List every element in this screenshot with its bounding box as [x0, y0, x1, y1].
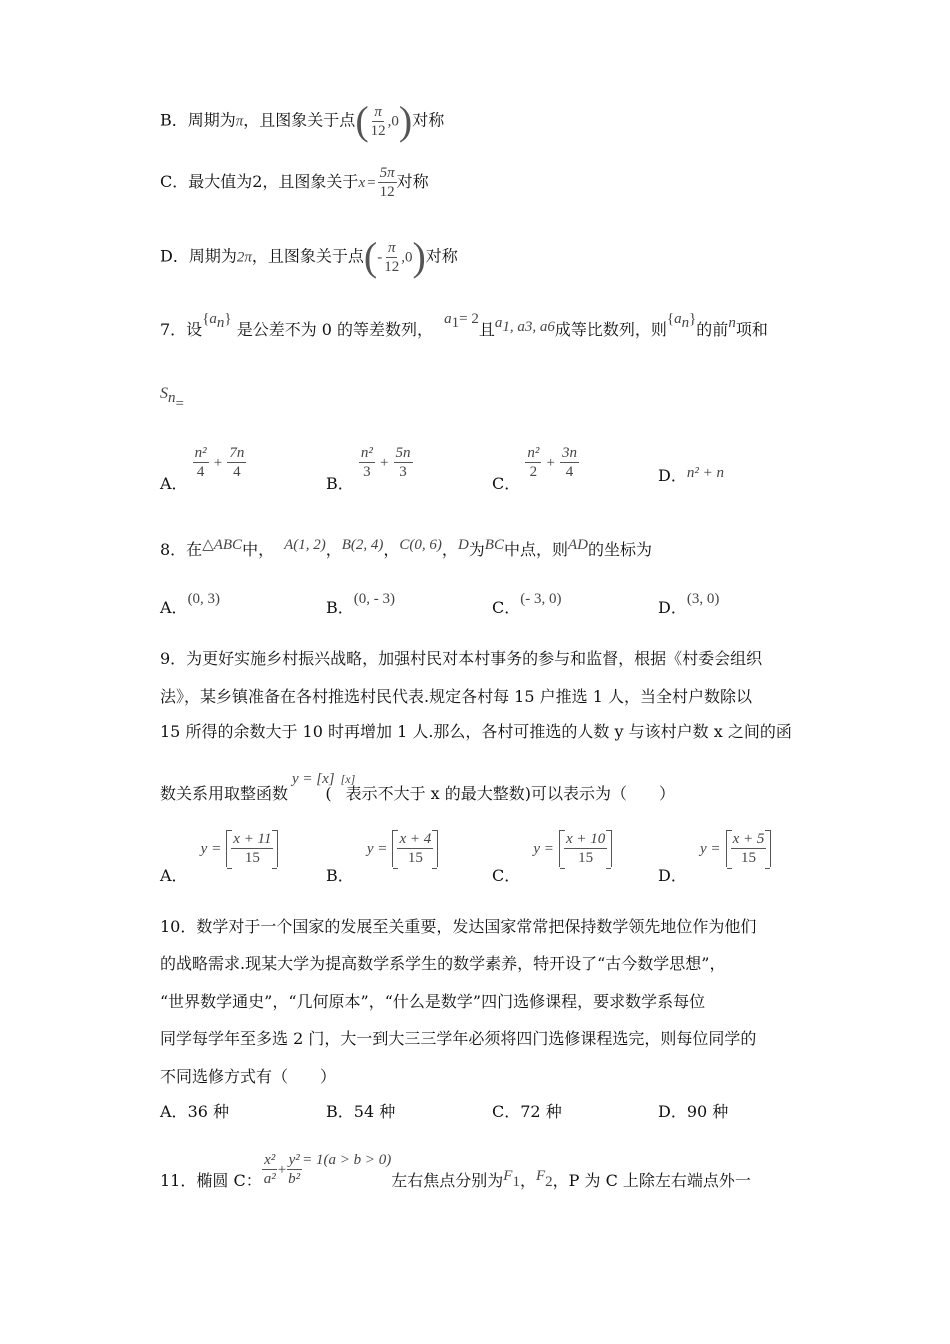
q8-point-a: A(1, 2) — [284, 537, 326, 553]
q7-option-a-op: + — [213, 455, 223, 471]
q10-line-4: 同学每学年至多选 2 门，大一到大三三学年必须将四门选修课程选完，则每位同学的 — [160, 1029, 757, 1048]
q8-option-d[interactable] — [658, 591, 720, 619]
q6-option-c-text2: 对称 — [396, 172, 429, 191]
q6-option-b-text3: 对称 — [412, 110, 445, 130]
q7-option-b-f2-num: 5n — [395, 445, 411, 461]
q8-point-b: B(2, 4) — [341, 537, 384, 553]
q7-an-brace-2: $\{a_n\}$ — [666, 311, 697, 331]
q6-option-d-text1: 周期为 — [188, 246, 237, 266]
q6-option-d-comma: , — [401, 249, 405, 266]
q7-option-c-frac2 — [560, 444, 579, 481]
q6-option-b-lparen: ( — [355, 98, 369, 143]
q8-option-d-label: D． — [658, 598, 687, 617]
q9-option-b-bracket — [392, 830, 438, 867]
q7-option-a-frac2 — [227, 444, 246, 481]
q8-zhong: 中， — [242, 540, 275, 559]
q7-an: a — [209, 311, 217, 327]
q7-option-a-f2-den: 4 — [233, 464, 241, 480]
q9-option-d[interactable] — [658, 830, 771, 885]
q8-text3: 的坐标为 — [587, 540, 652, 559]
q9-option-a-den: 15 — [244, 850, 260, 866]
q9-option-a-bracket — [226, 830, 278, 867]
q6-option-b-text1: 周期为 — [187, 110, 236, 130]
q7-a1-val: = 2 — [459, 311, 479, 327]
q6-option-d-text3: 对称 — [425, 246, 458, 266]
q7-lead: 7．设 — [160, 320, 203, 339]
q6-option-d-label: D． — [160, 246, 189, 266]
q6-option-b-frac-num: π — [374, 103, 382, 120]
q9-option-c-bracket — [559, 830, 612, 867]
q10-option-a-label: A． — [160, 1102, 188, 1121]
q10-option-c[interactable] — [492, 1102, 562, 1122]
q6-option-b-text2: ，且图象关于点 — [243, 110, 356, 130]
q6-option-c-text1: 最大值为2，且图象关于 — [188, 172, 359, 191]
q8-lead: 8．在 — [160, 540, 203, 559]
q7-an-brace: $\{a_n\}$ — [202, 311, 232, 331]
q10-option-d-label: D． — [658, 1102, 687, 1121]
q8-wei: 为 — [468, 540, 485, 559]
q11-b2: b² — [288, 1171, 301, 1187]
q8-triangle: △ABC — [202, 537, 243, 553]
q7-a1-sub: 1 — [451, 315, 460, 332]
q8-point-d: D — [457, 537, 469, 553]
q6-option-d-2pi: 2π — [236, 249, 252, 266]
q7-option-d-expr: n² + n — [686, 465, 724, 481]
q7-a136-list: 1, a3, a6 — [502, 319, 555, 336]
q10-line-2: 的战略需求.现某大学为提高数学系学生的数学素养，特开设了“古今数学思想”， — [160, 954, 726, 973]
q6-option-d-frac-den: 12 — [384, 258, 400, 275]
q9-option-c-yeq: y = — [533, 841, 554, 857]
q7-option-a-f1-num: n² — [194, 445, 207, 461]
q11-f1-sub: 1 — [512, 1174, 520, 1191]
q11-y2: y² — [288, 1152, 300, 1168]
q7-option-a-frac1 — [193, 444, 209, 481]
q7-text4: 的前 — [696, 320, 729, 339]
q7-text3: 成等比数列，则 — [554, 320, 667, 339]
q8-stem — [160, 537, 652, 561]
q7-option-b-frac1 — [359, 444, 375, 481]
q9-option-d-label: D． — [658, 866, 687, 885]
q7-n: n — [728, 315, 736, 331]
q6-option-b-fraction — [369, 103, 388, 140]
q8-comma-2: ， — [383, 540, 400, 559]
q11-ellipse-eq — [262, 1152, 392, 1187]
q8-option-c[interactable] — [492, 591, 562, 619]
q10-option-d-val: 90 种 — [686, 1102, 729, 1121]
q10-option-d[interactable] — [658, 1102, 728, 1122]
q6-option-b-label: B． — [160, 110, 188, 130]
q11-x2: x² — [264, 1152, 276, 1168]
q7-option-b-op: + — [379, 455, 389, 471]
q10-option-a-val: 36 种 — [187, 1102, 230, 1121]
q6-option-c-eq: = — [367, 175, 376, 191]
q7-sn — [160, 383, 184, 412]
q7-option-c-frac1 — [525, 444, 541, 481]
q10-option-c-val: 72 种 — [520, 1102, 562, 1121]
q9-option-b-label: B． — [326, 866, 354, 885]
q10-option-a[interactable] — [160, 1102, 229, 1122]
q10-option-c-label: C． — [492, 1102, 521, 1121]
q6-option-c-label: C． — [160, 172, 189, 191]
q9-option-a-num: x + 11 — [233, 831, 272, 847]
q9-option-a-label: A． — [160, 866, 188, 885]
q9-option-d-den: 15 — [740, 850, 756, 866]
q9-line-4c: 表示不大于 x 的最大整数)可以表示为（ ） — [345, 784, 676, 803]
q7-sn-eq: = — [175, 396, 184, 412]
q11-f2-sub: 2 — [545, 1174, 553, 1191]
q7-option-b-f2-den: 3 — [399, 464, 407, 480]
q11-text1: 左右焦点分别为 — [391, 1171, 504, 1190]
q11-f1: F — [503, 1168, 513, 1184]
q7-option-c-f2-den: 4 — [565, 464, 574, 480]
q7-sn-sub: n — [168, 390, 176, 407]
q7-option-c-label: C． — [492, 474, 521, 493]
q6-option-d-zero: 0 — [404, 249, 413, 266]
q9-option-c[interactable] — [492, 830, 612, 885]
q7-option-d-label: D． — [658, 466, 687, 485]
q8-option-a-label: A． — [160, 598, 188, 617]
q8-option-c-val: (- 3, 0) — [520, 591, 562, 607]
q7-an-sub: n — [216, 315, 225, 331]
q7-option-b[interactable] — [326, 444, 413, 493]
q9-option-d-num: x + 5 — [732, 831, 765, 847]
q10-line-3: “世界数学通史”，“几何原本”，“什么是数学”四门选修课程，要求数学系每位 — [160, 992, 706, 1011]
q10-line-5: 不同选修方式有（ ） — [160, 1067, 337, 1086]
q11-text2: ，P 为 C 上除左右端点外一 — [552, 1171, 751, 1190]
q7-option-c-op: + — [546, 455, 555, 471]
q7-a1: a — [444, 311, 452, 327]
q7-option-d[interactable] — [658, 466, 724, 487]
q6-option-d-text2: ，且图象关于点 — [251, 246, 364, 266]
q9-formula: y = [x] — [292, 771, 335, 787]
q6-option-b-rparen: ) — [398, 98, 413, 143]
q7-option-b-f1-den: 3 — [363, 464, 371, 480]
q7-option-a[interactable] — [160, 444, 246, 493]
q8-point-c: C(0, 6) — [399, 537, 442, 553]
q8-option-d-val: (3, 0) — [686, 591, 720, 607]
q7-option-a-label: A． — [160, 474, 188, 493]
q7-text1: 是公差不为 0 的等差数列， — [236, 320, 434, 339]
q9-option-d-bracket — [726, 830, 772, 867]
q7-sn-letter: S — [160, 385, 168, 402]
q7-stem — [160, 311, 768, 345]
q10-line-1: 10．数学对于一个国家的发展至关重要，发达国家常常把保持数学领先地位作为他们 — [160, 917, 757, 936]
q9-line-4 — [160, 771, 676, 805]
q7-an-sub-2: n — [681, 315, 690, 331]
q6-option-d-minus: - — [377, 249, 383, 266]
q7-a136: a — [494, 315, 503, 331]
q6-option-b-zero: 0 — [391, 113, 399, 130]
q8-option-c-label: C． — [492, 598, 521, 617]
q6-option-b-comma: , — [387, 113, 392, 130]
q6-option-c-x: x — [358, 175, 366, 191]
q10-option-b-label: B． — [326, 1102, 354, 1121]
q9-option-a-yeq: y = — [200, 841, 222, 857]
q9-option-c-num: x + 10 — [565, 831, 606, 847]
q8-text2: 中点，则 — [503, 540, 568, 559]
q7-option-b-label: B． — [326, 474, 354, 493]
q11-lead: 11．椭圆 C： — [160, 1171, 262, 1190]
q7-a1-expr — [444, 308, 479, 332]
q10-option-b[interactable] — [326, 1102, 395, 1122]
q6-option-c-frac-den: 12 — [379, 184, 395, 200]
q8-bc: BC — [484, 537, 504, 553]
q9-option-a[interactable] — [160, 830, 278, 885]
q8-ad: AD — [567, 537, 588, 553]
q9-line-1: 9．为更好实施乡村振兴战略，加强村民对本村事务的参与和监督，根据《村委会组织 — [160, 649, 763, 668]
q9-bracket-x: [x] — [340, 772, 356, 786]
q9-option-b-den: 15 — [407, 850, 423, 866]
q9-option-b[interactable] — [326, 830, 438, 885]
q8-comma-3: ， — [441, 540, 458, 559]
q6-option-d-rparen: ) — [412, 234, 426, 279]
q7-text5: 项和 — [735, 320, 768, 339]
q6-option-c — [160, 164, 429, 201]
q6-option-d-lparen: ( — [363, 234, 378, 279]
q6-option-b — [160, 98, 445, 143]
q11-f2: F — [535, 1168, 546, 1184]
q7-option-a-f2-num: 7n — [229, 445, 245, 461]
q8-option-b-label: B． — [326, 598, 354, 617]
q8-option-b-val: (0, - 3) — [353, 591, 396, 607]
q9-line-4b: ( — [325, 784, 332, 803]
q7-option-b-f1-num: n² — [360, 445, 373, 461]
q8-comma-1: ， — [325, 540, 342, 559]
q7-option-c-f2-num: 3n — [562, 445, 577, 461]
q6-option-c-fraction — [378, 164, 397, 201]
q7-option-b-frac2 — [394, 444, 413, 481]
q8-option-a[interactable] — [160, 591, 221, 619]
q6-option-b-frac-den: 12 — [370, 122, 386, 139]
q7-option-c-f1-num: n² — [527, 445, 540, 461]
q9-line-4a: 数关系用取整函数 — [160, 784, 289, 803]
q9-option-b-num: x + 4 — [399, 831, 432, 847]
q11-a2: a² — [263, 1171, 276, 1187]
q9-option-d-yeq: y = — [699, 841, 721, 857]
q11-eq: = 1(a > b > 0) — [302, 1152, 392, 1168]
q10-option-b-val: 54 种 — [353, 1102, 396, 1121]
q11-comma: ， — [519, 1171, 536, 1190]
q9-line-2: 法》，某乡镇准备在各村推选村民代表.规定各村每 15 户推选 1 人，当全村户数除以 — [160, 687, 752, 706]
q11-stem — [160, 1152, 751, 1200]
q9-option-b-yeq: y = — [366, 841, 388, 857]
q6-option-d-fraction — [382, 239, 401, 276]
q9-option-c-label: C． — [492, 866, 521, 885]
q9-line-3: 15 所得的余数大于 10 时再增加 1 人.那么，各村可推选的人数 y 与该村户数 x 之间的函 — [160, 722, 792, 741]
q7-an-2: a — [674, 311, 682, 327]
q9-option-c-den: 15 — [578, 850, 594, 866]
q7-a136-expr — [494, 312, 555, 336]
q7-option-c-f1-den: 2 — [529, 464, 538, 480]
q11-plus: + — [277, 1162, 287, 1178]
q7-text2: 且 — [478, 320, 495, 339]
q6-option-d — [160, 234, 458, 279]
q7-option-c[interactable] — [492, 444, 579, 493]
q6-option-d-frac-num: π — [387, 239, 396, 256]
q6-option-c-frac-num: 5π — [379, 165, 395, 181]
q7-option-a-f1-den: 4 — [196, 464, 205, 480]
q8-option-b[interactable] — [326, 591, 396, 619]
q6-option-b-pi: π — [235, 113, 244, 130]
q8-option-a-val: (0, 3) — [187, 591, 221, 607]
